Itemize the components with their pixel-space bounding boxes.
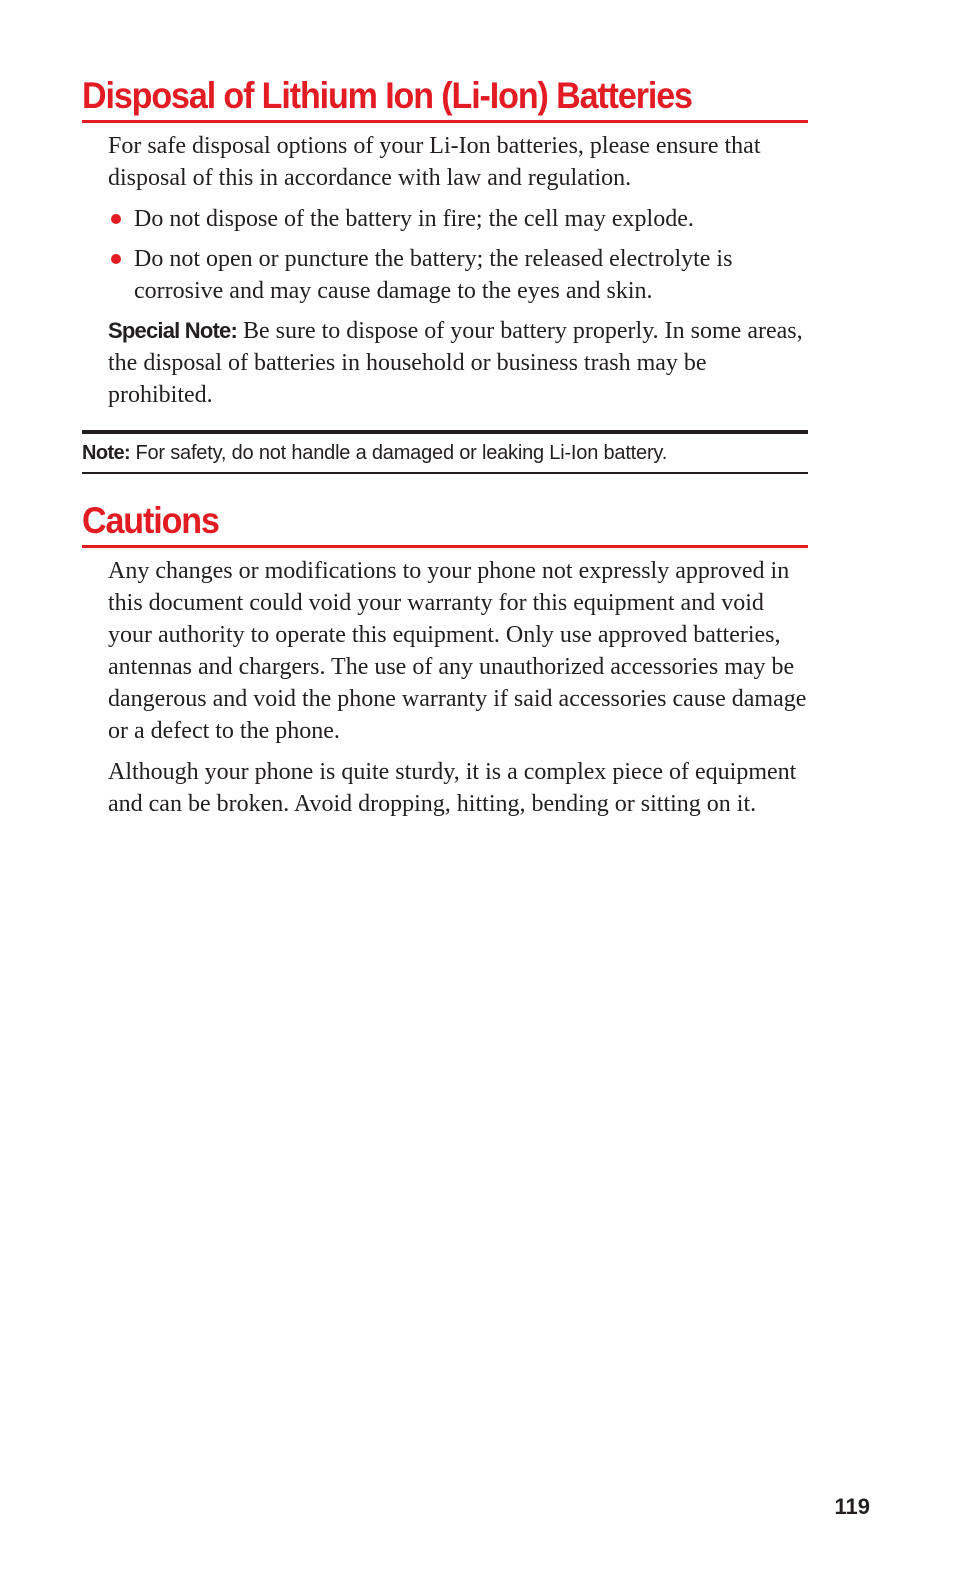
note-line (82, 434, 808, 472)
special-note-label: Special Note: (108, 318, 237, 343)
cautions-paragraph-1: Any changes or modifications to your phone not expressly approved in this document could void your warranty for this equipment and void your authority to operate this equipment. Only use approved batteries, antennas and chargers. The use of any unauthorized accessories may be dangerous and void the phone warranty if said accessories cause damage or a defect to the phone. (108, 558, 807, 744)
disposal-bullet-list (108, 203, 808, 307)
disposal-heading: Disposal of Lithium Ion (Li-Ion) Batteries (82, 75, 692, 116)
cautions-heading-rule (82, 545, 808, 548)
list-item (108, 243, 808, 307)
bullet-text: Do not open or puncture the battery; the released electrolyte is corrosive and may cause damage to the eyes and skin. (134, 246, 733, 304)
bullet-icon (111, 214, 121, 224)
disposal-heading-rule (82, 120, 808, 123)
bullet-text: Do not dispose of the battery in fire; the cell may explode. (134, 206, 694, 232)
page-number: 119 (834, 1494, 870, 1519)
cautions-section (82, 499, 808, 820)
special-note-text: Be sure to dispose of your battery properly. In some areas, the disposal of batteries in household or business trash may be prohibited. (108, 318, 803, 408)
disposal-section (82, 74, 808, 411)
cautions-body (108, 555, 808, 820)
list-item (108, 203, 808, 235)
disposal-body (108, 130, 808, 411)
note-text: For safety, do not handle a damaged or leaking Li-Ion battery. (130, 442, 668, 464)
note-label: Note: (82, 442, 131, 464)
special-note (108, 315, 808, 411)
cautions-paragraph-2: Although your phone is quite sturdy, it is a complex piece of equipment and can be broken. Avoid dropping, hitting, bending or sitting on it. (108, 759, 797, 817)
disposal-intro: For safe disposal options of your Li-Ion batteries, please ensure that disposal of this in accordance with law and regulation. (108, 133, 761, 191)
bullet-icon (111, 254, 121, 264)
note-box (82, 430, 808, 474)
cautions-heading: Cautions (82, 500, 219, 541)
